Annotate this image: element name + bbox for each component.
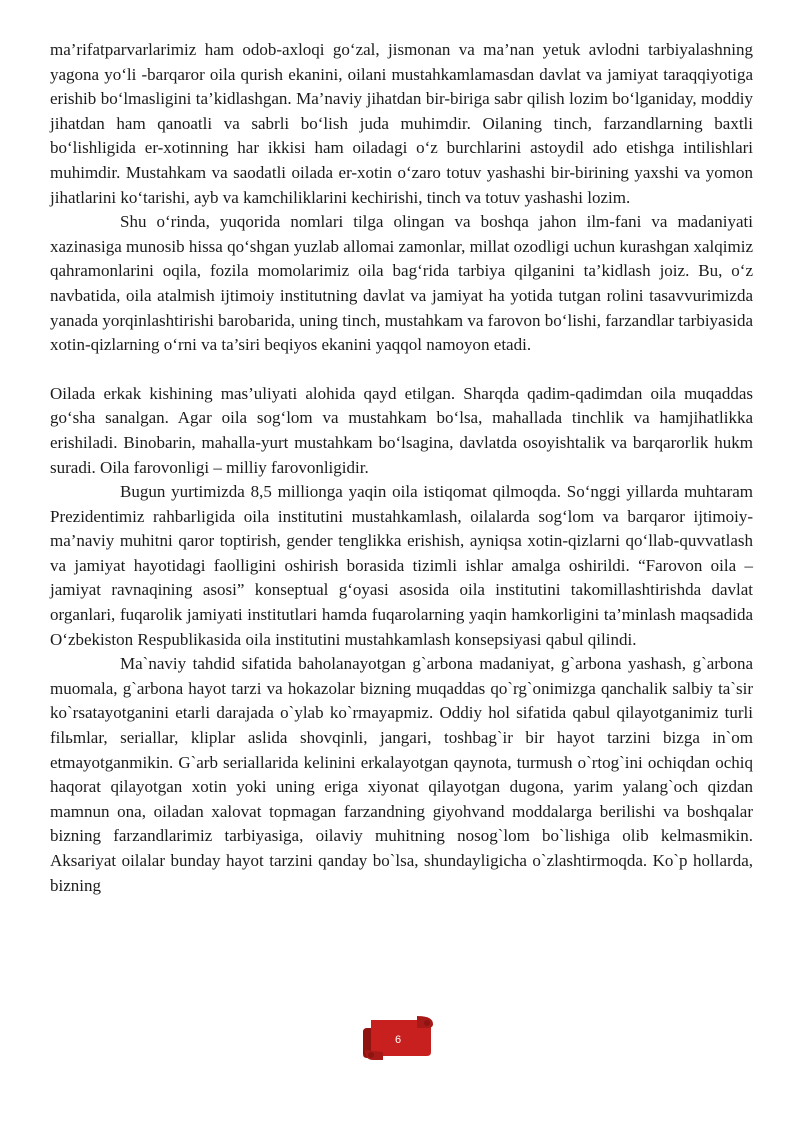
- paragraph-1: ma’rifatparvarlarimiz ham odob-axloqi go‘zal, jismonan va ma’nan yetuk avlodni tarbiyalashning yagona yo‘li -barqaror oila qurish ekanini, oilani mustahkamlamasdan davlat va jamiyat taraqqiyotiga erishib bo‘lmasligini ta’kidlashgan. Ma’naviy jihatdan bir-biriga sabr qilish lozim bo‘lganiday, moddiy jihatdan ham qanoatli va sabrli bo‘lish juda muhimdir. Oilaning tinch, farzandlarning baxtli bo‘lishligida er-xotinning har ikkisi ham oiladagi o‘z burchlarini astoydil ado etishga intilishlari muhimdir. Mustahkam va saodatli oilada er-xotin o‘zaro totuv yashashi bir-birining yaxshi va yomon jihatlarini ko‘tarishi, ayb va kamchiliklarini kechirishi, tinch va totuv yashashi lozim.: [50, 40, 753, 207]
- page-number-banner: [361, 1014, 435, 1060]
- paragraph-2: Shu o‘rinda, yuqorida nomlari tilga olingan va boshqa jahon ilm-fani va madaniyati xazinasiga munosib hissa qo‘shgan yuzlab allomai zamonlar, millat ozodligi uchun kurashgan xalqimiz qahramonlarini oqila, fozila momolarimiz oila bag‘rida tarbiya qilganini ta’kidlash joiz. Bu, o‘z navbatida, oila atalmish ijtimoiy institutning davlat va jamiyat ha yotida tutgan rolini tasavvurimizda yanada yorqinlashtirishi barobarida, uning tinch, mustahkam va farovon bo‘lishi, farzandlar tarbiyasida xotin-qizlarning o‘rni va ta’siri beqiyos ekanini yaqqol namoyon etadi.: [50, 212, 753, 355]
- paragraph-3: Oilada erkak kishining mas’uliyati alohida qayd etilgan. Sharqda qadim-qadimdan oila muqaddas go‘sha sanalgan. Agar oila sog‘lom va mustahkam bo‘lsa, mahallada tinchlik va hamjihatlikka erishiladi. Binobarin, mahalla-yurt mustahkam bo‘lsagina, davlatda osoyishtalik va barqarorlik hukm suradi. Oila farovonligi – milliy farovonligidir.: [50, 383, 753, 477]
- document-body: [50, 38, 753, 898]
- paragraph-5: Ma`naviy tahdid sifatida baholanayotgan g`arbona madaniyat, g`arbona yashash, g`arbona muomala, g`arbona hayot tarzi va hokazolar bizning muqaddas qo`rg`onimizga qanchalik salbiy ta`sir ko`rsatayotganini etarli darajada o`ylab ko`rmayapmiz. Oddiy hol sifatida qabul qilayotganimiz turli filьmlar, seriallar, kliplar aslida shovqinli, jangari, toshbag`ir bir hayot tarzini bizga in`om etmayotganmikin. G`arb seriallarida kelinini erkalayotgan qaynota, turmush o`rtog`ini ochiqdan ochiq haqorat qilayotgan xotin yoki uning eriga xiyonat qilayotgan dugona, yarim yalang`och qizdan mamnun ona, oiladan xalovat topmagan farzandning giyohvand moddalarga berilishi va boshqalar bizning farzandlarimiz tarbiyasiga, oilaviy muhitning nosog`lom bo`lishiga olib kelmasmikin. Aksariyat oilalar bunday hayot tarzini qanday bo`lsa, shundayligicha o`zlashtirmoqda. Ko`p hollarda, bizning: [50, 654, 753, 895]
- paragraph-4: Bugun yurtimizda 8,5 millionga yaqin oila istiqomat qilmoqda. So‘nggi yillarda muhtaram Prezidentimiz rahbarligida oila institutini mustahkamlash, oilalarda sog‘lom va barqaror ijtimoiy-ma’naviy muhitni qaror toptirish, gender tenglikka erishish, ayniqsa xotin-qizlarni qo‘llab-quvvatlash va jamiyat hayotidagi faolligini oshirish borasida tizimli ishlar amalga oshirildi. “Farovon oila – jamiyat ravnaqining asosi” konseptual g‘oyasi asosida oila institutini takomillashtirishda davlat organlari, fuqarolik jamiyati institutlari hamda fuqarolarning yaqin hamkorligini ta’minlash maqsadida O‘zbekiston Respublikasida oila institutini mustahkamlash konsepsiyasi qabul qilindi.: [50, 482, 753, 649]
- page-number: 6: [394, 1034, 402, 1046]
